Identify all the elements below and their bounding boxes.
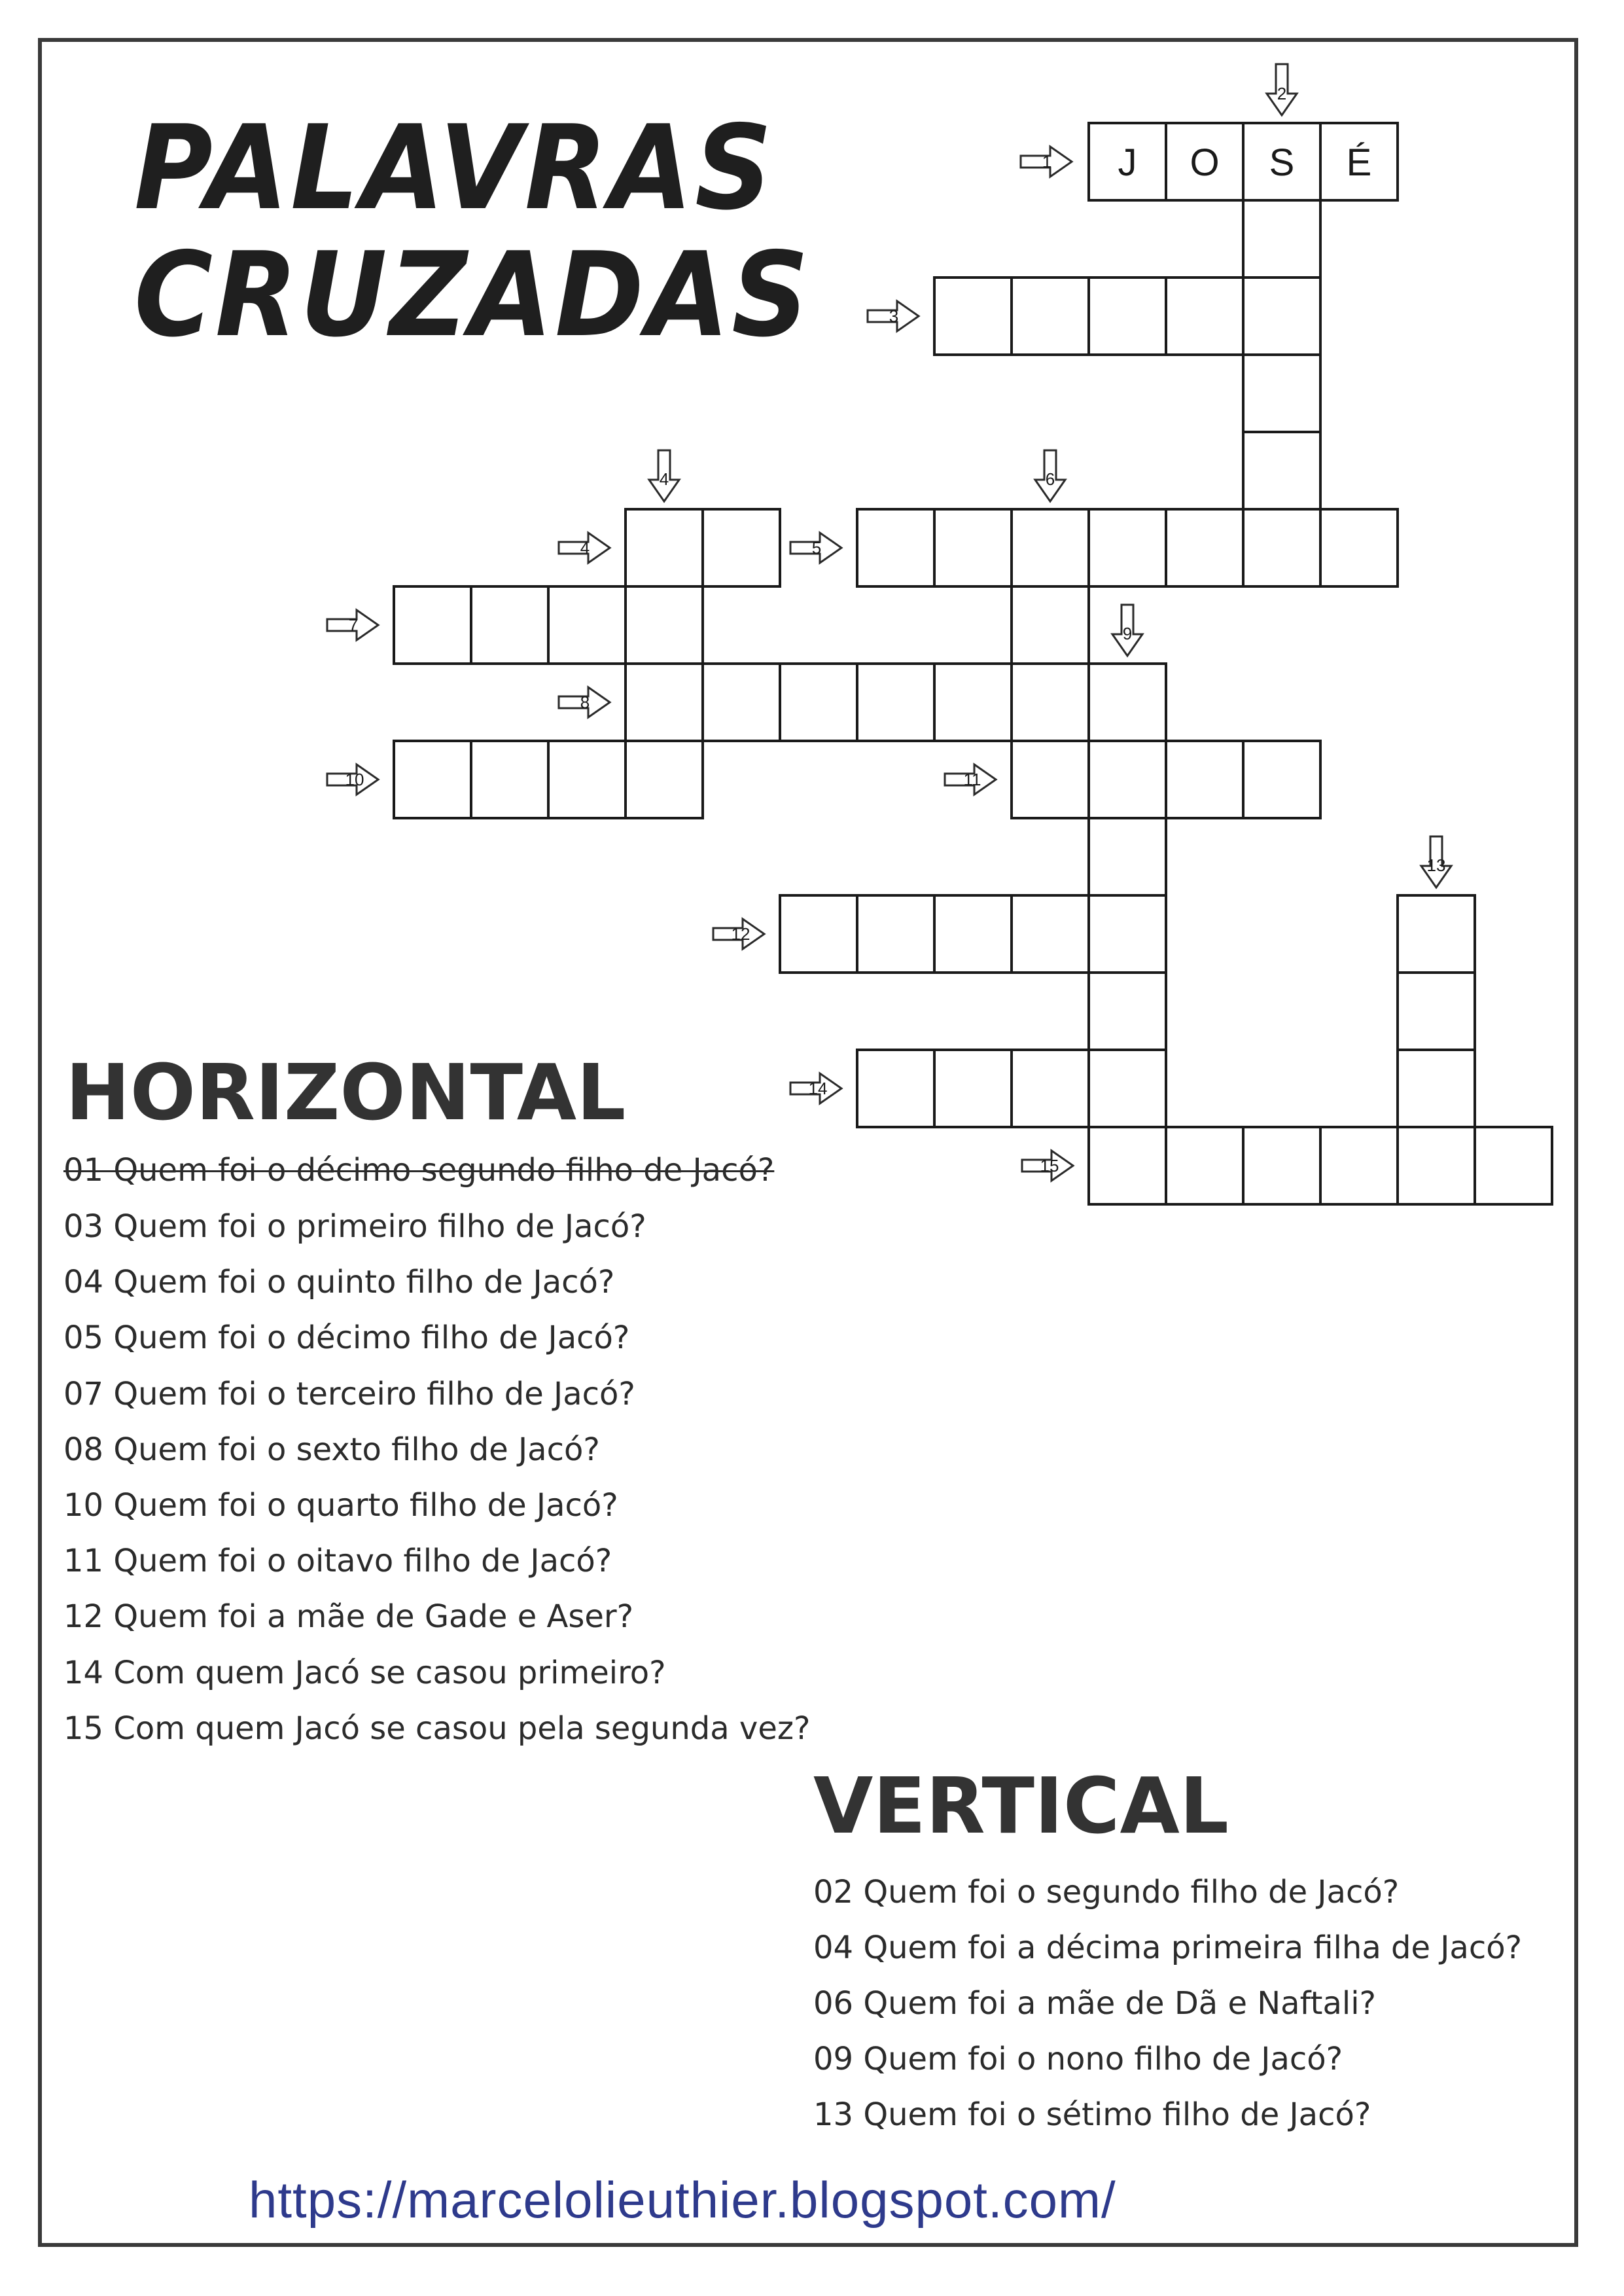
cell-14-2[interactable] [934, 1050, 1012, 1127]
cell-2-5[interactable] [1243, 432, 1320, 509]
cell-12-2[interactable] [857, 895, 934, 973]
cell-8-2[interactable] [703, 664, 780, 741]
cell-5-6[interactable] [1243, 509, 1320, 586]
cell-10-2[interactable] [471, 741, 548, 818]
cell-13-2[interactable] [1398, 973, 1475, 1050]
cell-8-5[interactable] [934, 664, 1012, 741]
cell-7-4[interactable] [626, 586, 703, 664]
cell-8-4[interactable] [857, 664, 934, 741]
cell-11-3[interactable] [1166, 741, 1243, 818]
num-3: 3 [889, 306, 899, 326]
clue-h-05: 05 Quem foi o décimo filho de Jacó? [63, 1319, 630, 1356]
cell-5-4[interactable] [1089, 509, 1166, 586]
cell-8-1[interactable] [626, 664, 703, 741]
num-9: 9 [1122, 624, 1133, 643]
cell-5-1[interactable] [857, 509, 934, 586]
title-line-2: CRUZADAS [134, 227, 811, 363]
clue-h-12: 12 Quem foi a mãe de Gade e Aser? [63, 1598, 634, 1635]
clue-h-15: 15 Com quem Jacó se casou pela segunda vez? [63, 1710, 811, 1747]
clue-v-09: 09 Quem foi o nono filho de Jacó? [813, 2041, 1343, 2077]
clue-h-10: 10 Quem foi o quarto filho de Jacó? [63, 1487, 618, 1524]
num-10: 10 [345, 770, 364, 789]
cell-13-1[interactable] [1398, 895, 1475, 973]
clue-v-02: 02 Quem foi o segundo filho de Jacó? [813, 1874, 1400, 1910]
cell-5-7[interactable] [1320, 509, 1398, 586]
cell-14-4[interactable] [1089, 1050, 1166, 1127]
cell-3-1[interactable] [934, 278, 1012, 355]
cell-11-2[interactable] [1089, 741, 1166, 818]
num-12: 12 [731, 924, 750, 944]
letter-j: J [1118, 141, 1137, 184]
cell-4a-2[interactable] [703, 509, 780, 586]
cell-13-3[interactable] [1398, 1050, 1475, 1127]
clue-v-04: 04 Quem foi a décima primeira filha de Jacó? [813, 1929, 1523, 1966]
cell-12-3[interactable] [934, 895, 1012, 973]
num-4-down: 4 [659, 469, 669, 489]
cell-12-4[interactable] [1012, 895, 1089, 973]
clue-v-13: 13 Quem foi o sétimo filho de Jacó? [813, 2096, 1371, 2133]
cell-5-5[interactable] [1166, 509, 1243, 586]
cell-14-1[interactable] [857, 1050, 934, 1127]
cell-7-2[interactable] [471, 586, 548, 664]
num-6: 6 [1045, 469, 1055, 489]
num-1: 1 [1042, 152, 1052, 171]
vertical-heading: VERTICAL [813, 1761, 1229, 1851]
clue-h-03: 03 Quem foi o primeiro filho de Jacó? [63, 1208, 646, 1245]
cell-11-4[interactable] [1243, 741, 1320, 818]
cell-8-7[interactable] [1089, 664, 1166, 741]
clue-h-01: 01 Quem foi o décimo segundo filho de Jacó? [63, 1152, 775, 1189]
num-11: 11 [963, 770, 981, 789]
cell-5-3[interactable] [1012, 509, 1089, 586]
cell-10-3[interactable] [548, 741, 626, 818]
letter-e-acute: É [1346, 141, 1372, 184]
title-line-1: PALAVRAS [134, 100, 775, 236]
cell-2-2[interactable] [1243, 200, 1320, 278]
cell-15-2[interactable] [1166, 1127, 1243, 1204]
cell-9-3[interactable] [1089, 818, 1166, 895]
cell-8-3[interactable] [780, 664, 857, 741]
cell-3-2[interactable] [1012, 278, 1089, 355]
cell-15-3[interactable] [1243, 1127, 1320, 1204]
cell-14-3[interactable] [1012, 1050, 1089, 1127]
letter-o: O [1190, 141, 1220, 184]
cell-5-2[interactable] [934, 509, 1012, 586]
cell-6-2[interactable] [1012, 586, 1089, 664]
cell-12-1[interactable] [780, 895, 857, 973]
blog-url-link[interactable]: https://marcelolieuthier.blogspot.com/ [249, 2171, 1116, 2229]
clue-v-06: 06 Quem foi a mãe de Dã e Naftali? [813, 1985, 1377, 2022]
cell-15-1[interactable] [1089, 1127, 1166, 1204]
clue-h-07: 07 Quem foi o terceiro filho de Jacó? [63, 1376, 635, 1412]
clue-h-14: 14 Com quem Jacó se casou primeiro? [63, 1655, 666, 1691]
cell-12-5[interactable] [1089, 895, 1166, 973]
num-15: 15 [1040, 1156, 1059, 1175]
cell-10-1[interactable] [394, 741, 471, 818]
horizontal-heading: HORIZONTAL [65, 1047, 626, 1138]
clue-h-11: 11 Quem foi o oitavo filho de Jacó? [63, 1543, 612, 1579]
num-7: 7 [348, 615, 359, 635]
num-2: 2 [1277, 84, 1287, 103]
cell-10-4[interactable] [626, 741, 703, 818]
letter-s: S [1269, 141, 1295, 184]
cell-15-5[interactable] [1398, 1127, 1475, 1204]
clue-h-04: 04 Quem foi o quinto filho de Jacó? [63, 1264, 615, 1300]
cell-3-4[interactable] [1166, 278, 1243, 355]
clue-h-08: 08 Quem foi o sexto filho de Jacó? [63, 1431, 600, 1468]
cell-9-5[interactable] [1089, 973, 1166, 1050]
cell-7-3[interactable] [548, 586, 626, 664]
cell-7-1[interactable] [394, 586, 471, 664]
cell-2-4[interactable] [1243, 355, 1320, 432]
cell-15-4[interactable] [1320, 1127, 1398, 1204]
num-8: 8 [580, 692, 590, 712]
cell-15-6[interactable] [1475, 1127, 1552, 1204]
cell-3-5[interactable] [1243, 278, 1320, 355]
cell-8-6[interactable] [1012, 664, 1089, 741]
num-5: 5 [811, 538, 822, 558]
num-14: 14 [808, 1079, 828, 1098]
num-4-across: 4 [580, 538, 590, 558]
num-13: 13 [1426, 855, 1446, 875]
cell-3-3[interactable] [1089, 278, 1166, 355]
cell-4a-1[interactable] [626, 509, 703, 586]
cell-11-1[interactable] [1012, 741, 1089, 818]
